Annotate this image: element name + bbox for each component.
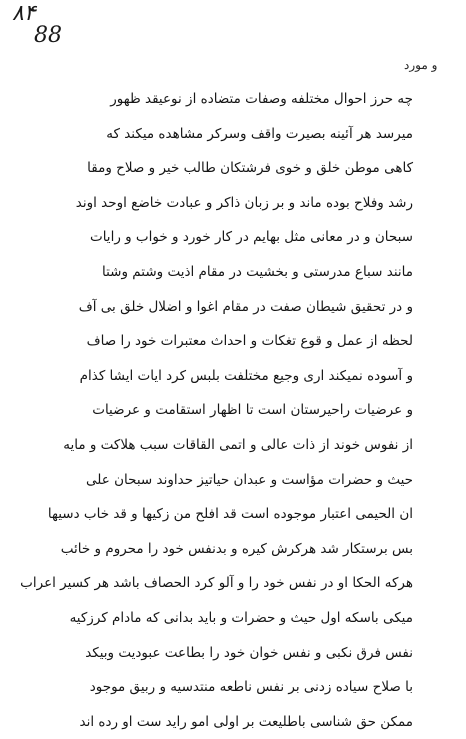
folio-number-bottom: 88 — [34, 23, 62, 48]
text-line: با صلاح سیاده زدنی بر نفس ناطعه منتدسیه و ربیق موجود — [89, 679, 413, 696]
text-line: میکی باسکه اول حیث و حضرات و باید بدانی که مادام کرزکیه — [69, 609, 413, 626]
folio-number — [12, 2, 62, 48]
margin-note: و مورد — [404, 58, 438, 72]
text-line: نفس فرق نکبی و نفس خوان خود را بطاعت عبودیت وبیکد — [85, 644, 413, 661]
text-line: ممکن حق شناسی باطلیعت بر اولی امو راید ست او رده اند — [79, 713, 413, 730]
text-line: چه حرز احوال مختلفه وصفات متضاده از نوعیقد ظهور — [110, 91, 413, 107]
folio-number-top: ۸۴ — [12, 1, 36, 26]
text-line: رشد وفلاح بوده ماند و بر زبان ذاکر و عبادت خاضع اوحد اوند — [75, 194, 413, 211]
text-line: میرسد هر آئینه بصیرت واقف وسرکر مشاهده میکند که — [106, 125, 413, 142]
text-line: مانند سباع مدرستی و بخشیت در مقام اذیت وشتم وشتا — [101, 263, 413, 280]
text-line: و عرضیات راحیرستان است تا اظهار استقامت و عرضیات — [92, 402, 413, 419]
text-line: کاهی موطن خلق و خوی فرشتکان طالب خیر و صلاح ومقا — [87, 160, 413, 177]
text-line: حیث و حضرات مؤاست و عبدان حیاتیز حداوند سبحان علی — [86, 471, 413, 488]
text-line: هرکه الحکا او در نفس خود را و آلو کرد الحصاف باشد هر کسیر اعراب — [20, 575, 413, 592]
text-block — [20, 82, 413, 739]
text-line: لحظه از عمل و قوع تغکات و احداث معتبرات خود را صاف — [86, 333, 413, 350]
text-line: ان الحیمی اعتبار موجوده است قد افلح من زکیها و قد خاب دسیها — [47, 506, 413, 523]
text-line: و در تحقیق شیطان صفت در مقام اغوا و اضلال خلق بی آف — [78, 298, 413, 315]
text-line: و آسوده نمیکند اری وجیع مختلفت بلبس کرد ایات ایشا کذام — [79, 367, 413, 384]
text-line: بس برستکار شد هرکرش کیره و بدنفس خود را محروم و خائب — [60, 540, 413, 557]
text-line: سبحان و در معانی مثل بهایم در کار خورد و خواب و رایات — [89, 229, 413, 246]
text-line: از نفوس خوند از ذات عالی و اتمی القاقات سبب هلاکت و مایه — [63, 436, 413, 453]
